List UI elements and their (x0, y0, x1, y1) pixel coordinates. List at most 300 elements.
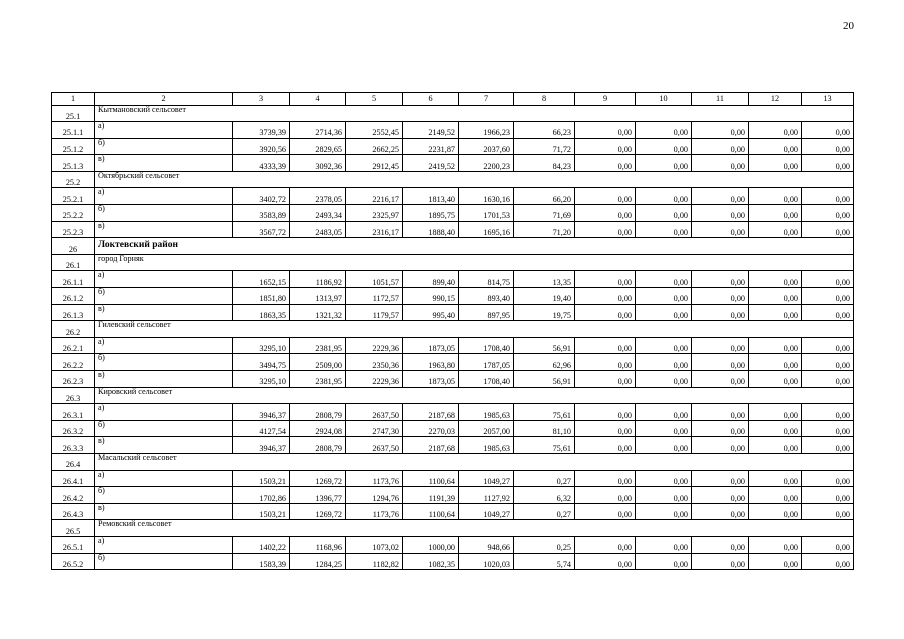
value-cell: 2187,68 (403, 437, 459, 454)
value-cell: 0,00 (692, 155, 749, 172)
value-cell: 0,00 (636, 536, 692, 553)
value-cell: 3946,37 (233, 404, 290, 421)
row-variant: в) (95, 503, 233, 520)
value-cell: 2037,60 (459, 138, 514, 155)
value-cell: 4333,39 (233, 155, 290, 172)
row-variant: б) (95, 205, 233, 222)
row-id: 26.4.3 (52, 503, 95, 520)
value-cell: 2200,23 (459, 155, 514, 172)
row-variant: а) (95, 404, 233, 421)
value-cell: 2637,50 (346, 404, 403, 421)
value-cell: 0,00 (575, 288, 636, 305)
value-cell: 84,23 (514, 155, 575, 172)
table-row (52, 221, 854, 238)
row-variant: а) (95, 188, 233, 205)
value-cell: 56,91 (514, 371, 575, 388)
value-cell: 1402,22 (233, 536, 290, 553)
value-cell: 1787,05 (459, 354, 514, 371)
value-cell: 0,00 (636, 205, 692, 222)
row-variant: а) (95, 337, 233, 354)
value-cell: 2808,79 (290, 437, 346, 454)
value-cell: 0,00 (749, 470, 802, 487)
value-cell: 2419,52 (403, 155, 459, 172)
value-cell: 0,00 (636, 221, 692, 238)
row-variant: б) (95, 354, 233, 371)
section-row (52, 254, 854, 271)
table-row (52, 470, 854, 487)
value-cell: 0,00 (575, 487, 636, 504)
value-cell: 0,00 (802, 155, 854, 172)
value-cell: 1082,35 (403, 553, 459, 570)
value-cell: 814,75 (459, 271, 514, 288)
value-cell: 0,00 (692, 553, 749, 570)
column-header: 12 (749, 93, 802, 106)
value-cell: 0,00 (802, 271, 854, 288)
value-cell: 2216,17 (346, 188, 403, 205)
value-cell: 0,00 (749, 155, 802, 172)
value-cell: 81,10 (514, 420, 575, 437)
value-cell: 2270,03 (403, 420, 459, 437)
value-cell: 62,96 (514, 354, 575, 371)
value-cell: 0,00 (575, 271, 636, 288)
value-cell: 2662,25 (346, 138, 403, 155)
value-cell: 0,00 (575, 470, 636, 487)
value-cell: 75,61 (514, 404, 575, 421)
value-cell: 2493,34 (290, 205, 346, 222)
row-variant: б) (95, 138, 233, 155)
row-id: 26.5.2 (52, 553, 95, 570)
value-cell: 948,66 (459, 536, 514, 553)
column-header: 13 (802, 93, 854, 106)
row-variant: а) (95, 271, 233, 288)
value-cell: 1020,03 (459, 553, 514, 570)
value-cell: 4127,54 (233, 420, 290, 437)
value-cell: 0,00 (802, 205, 854, 222)
value-cell: 19,75 (514, 304, 575, 321)
value-cell: 2350,36 (346, 354, 403, 371)
value-cell: 0,00 (692, 337, 749, 354)
value-cell: 0,00 (802, 221, 854, 238)
value-cell: 3920,56 (233, 138, 290, 155)
value-cell: 0,00 (749, 271, 802, 288)
value-cell: 995,40 (403, 304, 459, 321)
table-row (52, 122, 854, 139)
value-cell: 2229,36 (346, 371, 403, 388)
value-cell: 1966,23 (459, 122, 514, 139)
value-cell: 899,40 (403, 271, 459, 288)
row-variant: а) (95, 536, 233, 553)
value-cell: 1708,40 (459, 337, 514, 354)
value-cell: 1695,16 (459, 221, 514, 238)
row-id: 25.2.3 (52, 221, 95, 238)
value-cell: 0,00 (636, 337, 692, 354)
value-cell: 0,00 (749, 337, 802, 354)
table-row (52, 288, 854, 305)
section-name: Масальский сельсовет (95, 453, 854, 470)
value-cell: 0,00 (749, 404, 802, 421)
value-cell: 1179,57 (346, 304, 403, 321)
value-cell: 2483,05 (290, 221, 346, 238)
section-row (52, 453, 854, 470)
value-cell: 2057,00 (459, 420, 514, 437)
value-cell: 1873,05 (403, 337, 459, 354)
page-number: 20 (843, 20, 854, 32)
value-cell: 5,74 (514, 553, 575, 570)
value-cell: 0,00 (636, 470, 692, 487)
value-cell: 0,00 (749, 288, 802, 305)
column-header: 2 (95, 93, 233, 106)
value-cell: 0,00 (692, 487, 749, 504)
section-id: 26.2 (52, 321, 95, 338)
value-cell: 2509,00 (290, 354, 346, 371)
value-cell: 0,00 (575, 503, 636, 520)
value-cell: 3402,72 (233, 188, 290, 205)
row-id: 26.4.2 (52, 487, 95, 504)
section-name: Ремовский сельсовет (95, 520, 854, 537)
section-id: 26.3 (52, 387, 95, 404)
value-cell: 0,00 (749, 221, 802, 238)
value-cell: 1503,21 (233, 503, 290, 520)
value-cell: 0,00 (575, 155, 636, 172)
column-header: 6 (403, 93, 459, 106)
row-variant: в) (95, 304, 233, 321)
value-cell: 1985,63 (459, 404, 514, 421)
table-row (52, 138, 854, 155)
row-id: 26.1.3 (52, 304, 95, 321)
value-cell: 0,00 (636, 404, 692, 421)
value-cell: 1100,64 (403, 503, 459, 520)
value-cell: 0,00 (692, 354, 749, 371)
value-cell: 2325,97 (346, 205, 403, 222)
value-cell: 0,00 (749, 371, 802, 388)
value-cell: 0,00 (575, 138, 636, 155)
row-id: 26.2.1 (52, 337, 95, 354)
value-cell: 2381,95 (290, 337, 346, 354)
value-cell: 3494,75 (233, 354, 290, 371)
value-cell: 1963,80 (403, 354, 459, 371)
value-cell: 1172,57 (346, 288, 403, 305)
value-cell: 0,00 (575, 122, 636, 139)
value-cell: 13,35 (514, 271, 575, 288)
value-cell: 2229,36 (346, 337, 403, 354)
value-cell: 1630,16 (459, 188, 514, 205)
value-cell: 0,00 (749, 437, 802, 454)
section-row (52, 171, 854, 188)
value-cell: 0,27 (514, 470, 575, 487)
value-cell: 0,00 (802, 304, 854, 321)
value-cell: 2924,08 (290, 420, 346, 437)
value-cell: 0,00 (636, 188, 692, 205)
value-cell: 0,00 (692, 404, 749, 421)
value-cell: 1503,21 (233, 470, 290, 487)
column-header: 7 (459, 93, 514, 106)
value-cell: 0,25 (514, 536, 575, 553)
value-cell: 0,00 (575, 371, 636, 388)
section-id: 26.4 (52, 453, 95, 470)
value-cell: 1269,72 (290, 503, 346, 520)
value-cell: 0,00 (749, 304, 802, 321)
table-body (52, 93, 854, 570)
value-cell: 0,00 (692, 503, 749, 520)
table-row (52, 304, 854, 321)
value-cell: 0,00 (749, 188, 802, 205)
value-cell: 1863,35 (233, 304, 290, 321)
value-cell: 0,00 (575, 553, 636, 570)
value-cell: 0,00 (802, 138, 854, 155)
value-cell: 75,61 (514, 437, 575, 454)
value-cell: 2381,95 (290, 371, 346, 388)
value-cell: 0,00 (575, 304, 636, 321)
value-cell: 2714,36 (290, 122, 346, 139)
value-cell: 0,00 (802, 420, 854, 437)
value-cell: 56,91 (514, 337, 575, 354)
table-row (52, 205, 854, 222)
section-id: 25.1 (52, 105, 95, 122)
section-name: Октябрьский сельсовет (95, 171, 854, 188)
value-cell: 2149,52 (403, 122, 459, 139)
value-cell: 0,00 (636, 271, 692, 288)
value-cell: 1888,40 (403, 221, 459, 238)
value-cell: 1186,92 (290, 271, 346, 288)
row-id: 26.1.2 (52, 288, 95, 305)
row-id: 25.2.2 (52, 205, 95, 222)
row-variant: б) (95, 420, 233, 437)
table-row (52, 437, 854, 454)
value-cell: 1701,53 (459, 205, 514, 222)
section-row (52, 105, 854, 122)
section-row (52, 387, 854, 404)
header-row (52, 93, 854, 106)
value-cell: 0,00 (749, 420, 802, 437)
row-variant: б) (95, 553, 233, 570)
value-cell: 0,00 (575, 536, 636, 553)
value-cell: 2747,30 (346, 420, 403, 437)
value-cell: 0,00 (575, 437, 636, 454)
row-id: 26.1.1 (52, 271, 95, 288)
value-cell: 0,00 (636, 122, 692, 139)
value-cell: 71,72 (514, 138, 575, 155)
value-cell: 0,00 (749, 205, 802, 222)
value-cell: 0,00 (692, 188, 749, 205)
value-cell: 2552,45 (346, 122, 403, 139)
value-cell: 0,27 (514, 503, 575, 520)
value-cell: 0,00 (636, 288, 692, 305)
section-name: Кировский сельсовет (95, 387, 854, 404)
section-id: 25.2 (52, 171, 95, 188)
row-id: 26.3.3 (52, 437, 95, 454)
value-cell: 2316,17 (346, 221, 403, 238)
table-row (52, 337, 854, 354)
value-cell: 990,15 (403, 288, 459, 305)
row-variant: б) (95, 288, 233, 305)
value-cell: 0,00 (636, 487, 692, 504)
value-cell: 1191,39 (403, 487, 459, 504)
section-row (52, 321, 854, 338)
value-cell: 6,32 (514, 487, 575, 504)
value-cell: 0,00 (692, 437, 749, 454)
value-cell: 1049,27 (459, 503, 514, 520)
column-header: 11 (692, 93, 749, 106)
value-cell: 0,00 (802, 553, 854, 570)
section-name: Гилевский сельсовет (95, 321, 854, 338)
row-variant: а) (95, 470, 233, 487)
column-header: 9 (575, 93, 636, 106)
district-name: Локтевский район (95, 238, 854, 255)
section-row (52, 520, 854, 537)
value-cell: 1269,72 (290, 470, 346, 487)
value-cell: 0,00 (692, 420, 749, 437)
row-id: 25.1.3 (52, 155, 95, 172)
value-cell: 0,00 (802, 487, 854, 504)
value-cell: 2378,05 (290, 188, 346, 205)
value-cell: 3295,10 (233, 371, 290, 388)
value-cell: 0,00 (802, 188, 854, 205)
value-cell: 0,00 (802, 122, 854, 139)
row-id: 25.1.2 (52, 138, 95, 155)
value-cell: 3295,10 (233, 337, 290, 354)
value-cell: 1168,96 (290, 536, 346, 553)
value-cell: 0,00 (749, 503, 802, 520)
value-cell: 3946,37 (233, 437, 290, 454)
value-cell: 0,00 (636, 138, 692, 155)
row-id: 26.4.1 (52, 470, 95, 487)
value-cell: 0,00 (636, 503, 692, 520)
value-cell: 0,00 (575, 354, 636, 371)
section-name: город Горняк (95, 254, 854, 271)
row-variant: в) (95, 221, 233, 238)
value-cell: 0,00 (692, 122, 749, 139)
value-cell: 0,00 (636, 354, 692, 371)
value-cell: 0,00 (575, 420, 636, 437)
value-cell: 1583,39 (233, 553, 290, 570)
value-cell: 1702,86 (233, 487, 290, 504)
table-row (52, 188, 854, 205)
value-cell: 0,00 (575, 337, 636, 354)
value-cell: 3739,39 (233, 122, 290, 139)
row-variant: б) (95, 487, 233, 504)
table-row (52, 155, 854, 172)
district-row (52, 238, 854, 255)
value-cell: 0,00 (802, 354, 854, 371)
value-cell: 0,00 (636, 553, 692, 570)
value-cell: 1313,97 (290, 288, 346, 305)
value-cell: 0,00 (802, 371, 854, 388)
value-cell: 0,00 (802, 470, 854, 487)
table-row (52, 354, 854, 371)
value-cell: 1813,40 (403, 188, 459, 205)
value-cell: 0,00 (575, 404, 636, 421)
value-cell: 1000,00 (403, 536, 459, 553)
value-cell: 2231,87 (403, 138, 459, 155)
column-header: 10 (636, 93, 692, 106)
value-cell: 0,00 (636, 155, 692, 172)
value-cell: 897,95 (459, 304, 514, 321)
row-id: 26.3.2 (52, 420, 95, 437)
value-cell: 0,00 (749, 487, 802, 504)
value-cell: 0,00 (692, 470, 749, 487)
value-cell: 71,69 (514, 205, 575, 222)
value-cell: 1294,76 (346, 487, 403, 504)
value-cell: 0,00 (692, 221, 749, 238)
value-cell: 0,00 (692, 205, 749, 222)
value-cell: 1100,64 (403, 470, 459, 487)
row-variant: а) (95, 122, 233, 139)
value-cell: 1127,92 (459, 487, 514, 504)
value-cell: 1708,40 (459, 371, 514, 388)
value-cell: 1895,75 (403, 205, 459, 222)
value-cell: 0,00 (802, 288, 854, 305)
value-cell: 3583,89 (233, 205, 290, 222)
row-id: 26.2.3 (52, 371, 95, 388)
value-cell: 0,00 (749, 553, 802, 570)
value-cell: 0,00 (692, 536, 749, 553)
value-cell: 1652,15 (233, 271, 290, 288)
value-cell: 66,20 (514, 188, 575, 205)
section-name: Кытмановский сельсовет (95, 105, 854, 122)
value-cell: 893,40 (459, 288, 514, 305)
district-id: 26 (52, 238, 95, 255)
value-cell: 0,00 (636, 420, 692, 437)
value-cell: 0,00 (692, 271, 749, 288)
value-cell: 0,00 (575, 205, 636, 222)
row-id: 25.2.1 (52, 188, 95, 205)
value-cell: 1985,63 (459, 437, 514, 454)
value-cell: 0,00 (636, 304, 692, 321)
tariff-table (51, 92, 854, 570)
value-cell: 0,00 (802, 503, 854, 520)
value-cell: 1173,76 (346, 503, 403, 520)
value-cell: 0,00 (802, 437, 854, 454)
column-header: 8 (514, 93, 575, 106)
value-cell: 19,40 (514, 288, 575, 305)
row-variant: в) (95, 437, 233, 454)
value-cell: 1873,05 (403, 371, 459, 388)
value-cell: 0,00 (636, 371, 692, 388)
value-cell: 1073,02 (346, 536, 403, 553)
column-header: 5 (346, 93, 403, 106)
row-id: 25.1.1 (52, 122, 95, 139)
value-cell: 0,00 (575, 188, 636, 205)
value-cell: 2829,65 (290, 138, 346, 155)
value-cell: 0,00 (636, 437, 692, 454)
value-cell: 66,23 (514, 122, 575, 139)
value-cell: 0,00 (749, 122, 802, 139)
value-cell: 2912,45 (346, 155, 403, 172)
value-cell: 0,00 (575, 221, 636, 238)
column-header: 3 (233, 93, 290, 106)
table-row (52, 536, 854, 553)
table-row (52, 553, 854, 570)
value-cell: 1396,77 (290, 487, 346, 504)
value-cell: 2187,68 (403, 404, 459, 421)
row-id: 26.2.2 (52, 354, 95, 371)
value-cell: 0,00 (749, 354, 802, 371)
table-row (52, 371, 854, 388)
column-header: 1 (52, 93, 95, 106)
value-cell: 0,00 (802, 536, 854, 553)
table-row (52, 420, 854, 437)
value-cell: 0,00 (802, 404, 854, 421)
table-row (52, 271, 854, 288)
value-cell: 3567,72 (233, 221, 290, 238)
row-variant: в) (95, 155, 233, 172)
value-cell: 1284,25 (290, 553, 346, 570)
table-row (52, 404, 854, 421)
row-variant: в) (95, 371, 233, 388)
value-cell: 71,20 (514, 221, 575, 238)
row-id: 26.3.1 (52, 404, 95, 421)
table-row (52, 503, 854, 520)
